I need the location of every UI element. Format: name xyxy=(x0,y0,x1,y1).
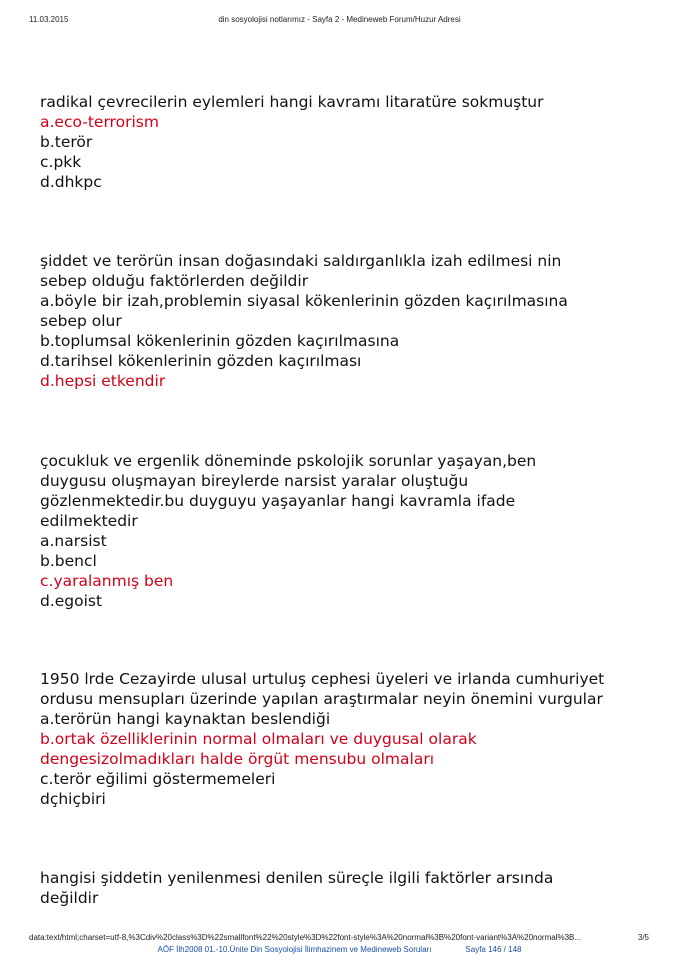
answer-option: a.böyle bir izah,problemin siyasal kökenlerinin gözden kaçırılmasına sebep olur xyxy=(40,292,568,330)
print-page-number: 3/5 xyxy=(637,933,649,942)
answer-option: b.toplumsal kökenlerinin gözden kaçırılmasına xyxy=(40,332,400,350)
question-text-line: edilmektedir xyxy=(40,512,138,530)
question-text-line: çocukluk ve ergenlik döneminde pskolojik sorunlar yaşayan,ben xyxy=(40,452,537,470)
answer-option: d.tarihsel kökenlerinin gözden kaçırılması xyxy=(40,352,362,370)
answer-option: dçhiçbiri xyxy=(40,790,106,808)
answer-option: c.terör eğilimi göstermemeleri xyxy=(40,770,276,788)
question-text-line: 1950 lrde Cezayirde ulusal urtuluş cephesi üyeleri ve irlanda cumhuriyet xyxy=(40,670,605,688)
question-5 xyxy=(40,868,640,908)
answer-option: b.bencl xyxy=(40,552,97,570)
print-page-title: din sosyolojisi notlarımız - Sayfa 2 - Medineweb Forum/Huzur Adresi xyxy=(218,15,461,24)
question-2 xyxy=(40,251,640,391)
source-page-label: Sayfa 146 / 148 xyxy=(465,945,522,954)
question-text-line: şiddet ve terörün insan doğasındaki saldırganlıkla izah edilmesi nin xyxy=(40,252,562,270)
source-footer xyxy=(0,945,679,954)
question-text-line: gözlenmektedir.bu duyguyu yaşayanlar hangi kavramla ifade xyxy=(40,492,516,510)
source-title: AÖF İlh2008 01.-10.Ünite Din Sosyolojisi İlimhazinem ve Medineweb Soruları xyxy=(157,945,432,954)
question-text: radikal çevrecilerin eylemleri hangi kavramı litaratüre sokmuştur xyxy=(40,93,544,111)
answer-option: a.terörün hangi kaynaktan beslendiği xyxy=(40,710,331,728)
answer-option-correct: d.hepsi etkendir xyxy=(40,372,166,390)
question-text-line: değildir xyxy=(40,889,99,907)
print-url: data:text/html;charset=utf-8,%3Cdiv%20class%3D%22smallfont%22%20style%3D%22font-style%3A%20normal%3B%20font-variant%3A%20normal%3B... xyxy=(29,933,582,942)
question-text-line: sebep olduğu faktörlerden değildir xyxy=(40,272,309,290)
answer-option-correct: a.eco-terrorism xyxy=(40,113,159,131)
question-text-line: hangisi şiddetin yenilenmesi denilen süreçle ilgili faktörler arsında xyxy=(40,869,554,887)
answer-option-correct: b.ortak özelliklerinin normal olmaları ve duygusal olarak dengesizolmadıkları halde örgüt mensubu olmaları xyxy=(40,730,477,768)
question-1 xyxy=(40,92,640,192)
answer-option: b.terör xyxy=(40,133,93,151)
answer-option: c.pkk xyxy=(40,153,82,171)
answer-option: d.egoist xyxy=(40,592,103,610)
answer-option-correct: c.yaralanmış ben xyxy=(40,572,174,590)
question-3 xyxy=(40,451,640,611)
answer-option: a.narsist xyxy=(40,532,107,550)
question-text-line: duygusu oluşmayan bireylerde narsist yaralar oluştuğu xyxy=(40,472,469,490)
print-date: 11.03.2015 xyxy=(29,15,69,24)
question-text-line: ordusu mensupları üzerinde yapılan araştırmalar neyin önemini vurgular xyxy=(40,690,603,708)
answer-option: d.dhkpc xyxy=(40,173,102,191)
question-4 xyxy=(40,669,640,809)
